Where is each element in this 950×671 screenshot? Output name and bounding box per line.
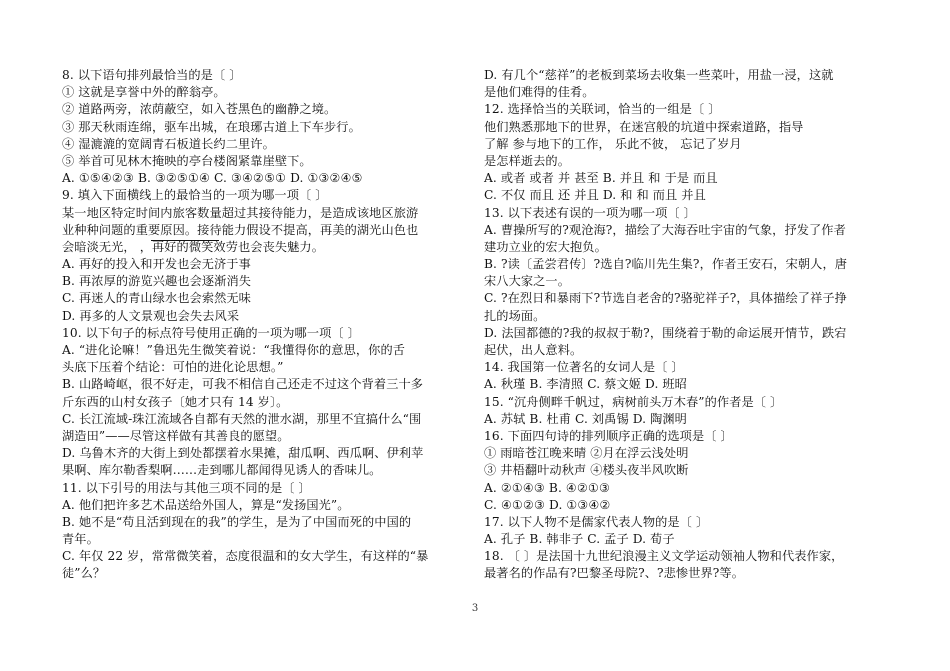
question-12-stem: 12. 选择恰当的关联词，恰当的一组是〔 〕 <box>484 102 721 117</box>
question-10-option-b-line-2: 斤东西的山村女孩子〔她才只有 14 岁〕。 <box>62 394 289 409</box>
question-8-sentence-3: ③ 那天秋雨连绵，驱车出城，在琅琊古道上下车步行。 <box>62 119 361 134</box>
question-13-option-b-line-2: 宋八大家之一。 <box>484 274 571 289</box>
question-12-passage-line-1: 他们熟悉那地下的世界，在迷宫般的坑道中探索道路，指导 <box>484 119 804 134</box>
question-9-passage-line-3: 会暗淡无光， ，再好的微笑效劳也会丧失魅力。 <box>62 239 325 254</box>
question-11-stem: 11. 以下引号的用法与其他三项不同的是〔 〕 <box>62 480 311 495</box>
question-11-option-b-line-2: 青年。 <box>62 532 99 547</box>
question-8-sentence-2: ② 道路两旁，浓荫蔽空，如入苍黑色的幽静之境。 <box>62 102 337 117</box>
question-11-option-d-line-1: D. 有几个“慈祥”的老板到菜场去收集一些菜叶，用盐一浸，这就 <box>484 68 834 82</box>
question-9-option-a: A. 再好的投入和开发也会无济于事 <box>62 257 251 272</box>
question-17-options: A. 孔子 B. 韩非子 C. 孟子 D. 荀子 <box>484 532 675 547</box>
question-11-option-c-line-2: 徒”么？ <box>62 566 106 581</box>
question-18-stem-line-2: 最著名的作品有?巴黎圣母院?、?悲惨世界?等。 <box>484 566 744 581</box>
question-10-option-a-line-1: A. “进化论嘛！”鲁迅先生微笑着说：“我懂得你的意思，你的舌 <box>62 343 406 357</box>
question-10-option-b-line-1: B. 山路崎岖，很不好走，可我不相信自己还走不过这个背着三十多 <box>62 377 424 392</box>
question-16-options-cd: C. ④①②③ D. ①③④② <box>484 497 611 512</box>
page-number: 3 <box>471 603 479 614</box>
question-15-stem: 15. “沉舟侧畔千帆过，病树前头万木春”的作者是〔 〕 <box>484 394 783 409</box>
question-13-option-c-line-1: C. ?在烈日和暴雨下?节选自老舍的?骆驼祥子?，具体描绘了祥子挣 <box>484 291 847 306</box>
question-8-sentence-1: ① 这就是享誉中外的醉翁亭。 <box>62 85 226 100</box>
question-12-passage-line-2: 了解 参与地下的工作， 乐此不彼， 忘记了岁月 <box>484 136 742 151</box>
question-10-stem: 10. 以下句子的标点符号使用正确的一项为哪一项〔 〕 <box>62 325 360 340</box>
question-10-option-c-line-1: C. 长江流域-珠江流域各自都有天然的泄水湖，那里不宜搞什么“围 <box>62 411 422 426</box>
question-11-option-a: A. 他们把许多艺术品送给外国人，算是“发扬国光”。 <box>62 497 350 512</box>
question-15-options: A. 苏轼 B. 杜甫 C. 刘禹锡 D. 陶渊明 <box>484 411 687 426</box>
question-9-stem: 9. 填入下面横线上的最恰当的一项为哪一项〔 〕 <box>62 188 328 203</box>
question-11-option-d-line-2: 是他们难得的佳肴。 <box>484 85 595 100</box>
question-16-lines-3-4: ③ 井梧翻叶动秋声 ④楼头夜半风吹断 <box>484 463 689 478</box>
right-column <box>484 67 898 583</box>
question-18-stem-line-1: 18. 〔 〕是法国十九世纪浪漫主义文学运动领袖人物和代表作家， <box>484 549 844 564</box>
question-13-option-b-line-1: B. ?读〔孟尝君传〕?选自?临川先生集?，作者王安石，宋朝人，唐 <box>484 257 848 272</box>
question-13-option-d-line-2: 起伏，出人意料。 <box>484 343 583 357</box>
question-10-option-d-line-2: 果啊、库尔勒香梨啊……走到哪儿都闻得见诱人的香味儿。 <box>62 463 382 478</box>
question-14-options: A. 秋瑾 B. 李清照 C. 蔡文姬 D. 班昭 <box>484 377 687 392</box>
question-13-option-c-line-2: 扎的场面。 <box>484 308 546 323</box>
question-9-passage-line-2: 业种种问题的重要原因。接待能力假设不提高，再美的湖光山色也 <box>62 222 419 237</box>
question-13-option-d-line-1: D. 法国都德的?我的叔叔于勒?，围绕着于勒的命运展开情节，跌宕 <box>484 325 847 340</box>
question-8-stem: 8. 以下语句排列最恰当的是〔 〕 <box>62 68 242 82</box>
question-12-passage-line-3: 是怎样逝去的。 <box>484 153 571 168</box>
question-9-passage-line-1: 某一地区特定时间内旅客数量超过其接待能力，是造成该地区旅游 <box>62 205 419 220</box>
question-9-option-b: B. 再浓厚的游览兴趣也会逐渐消失 <box>62 274 252 289</box>
question-8-sentence-5: ⑤ 举首可见林木掩映的亭台楼阁紧靠崖壁下。 <box>62 153 312 168</box>
question-10-option-c-line-2: 湖造田”——尽管这样做有其善良的愿望。 <box>62 428 290 443</box>
question-9-option-d: D. 再多的人文景观也会失去风采 <box>62 308 240 323</box>
question-11-option-b-line-1: B. 她不是“苟且活到现在的我”的学生，是为了中国而死的中国的 <box>62 514 412 529</box>
question-17-stem: 17. 以下人物不是儒家代表人物的是〔 〕 <box>484 514 709 529</box>
question-13-stem: 13. 以下表述有误的一项为哪一项〔 〕 <box>484 205 696 220</box>
question-8-options: A. ①⑤④②③ B. ③②⑤①④ C. ③④②⑤① D. ①③②④⑤ <box>62 171 363 186</box>
question-12-options-cd: C. 不仅 而且 还 并且 D. 和 和 而且 并且 <box>484 188 706 203</box>
handwritten-strike-mark <box>151 240 219 244</box>
question-16-stem: 16. 下面四句诗的排列顺序正确的选项是〔 〕 <box>484 428 733 443</box>
question-16-lines-1-2: ① 雨暗苍江晚来晴 ②月在浮云浅处明 <box>484 446 689 461</box>
question-13-option-a-line-2: 建功立业的宏大抱负。 <box>484 239 607 254</box>
question-11-option-c-line-1: C. 年仅 22 岁，常常微笑着，态度很温和的女大学生，有这样的“暴 <box>62 549 429 564</box>
question-10-option-a-line-2: 头底下压着个结论：可怕的进化论思想。” <box>62 360 284 375</box>
question-12-options-ab: A. 或者 或者 并 甚至 B. 并且 和 于是 而且 <box>484 171 718 186</box>
question-16-options-ab: A. ②①④③ B. ④②①③ <box>484 480 611 495</box>
question-8-sentence-4: ④ 湿漉漉的宽阔青石板道长约二里许。 <box>62 136 275 151</box>
left-column <box>62 67 458 583</box>
question-14-stem: 14. 我国第一位著名的女词人是〔 〕 <box>484 360 684 375</box>
question-10-option-d-line-1: D. 乌鲁木齐的大街上到处都摆着水果摊，甜瓜啊、西瓜啊、伊利苹 <box>62 446 424 461</box>
question-9-option-c: C. 再迷人的青山绿水也会索然无味 <box>62 291 251 306</box>
question-13-option-a-line-1: A. 曹操所写的?观沧海?，描绘了大海吞吐宇宙的气象，抒发了作者 <box>484 222 846 237</box>
